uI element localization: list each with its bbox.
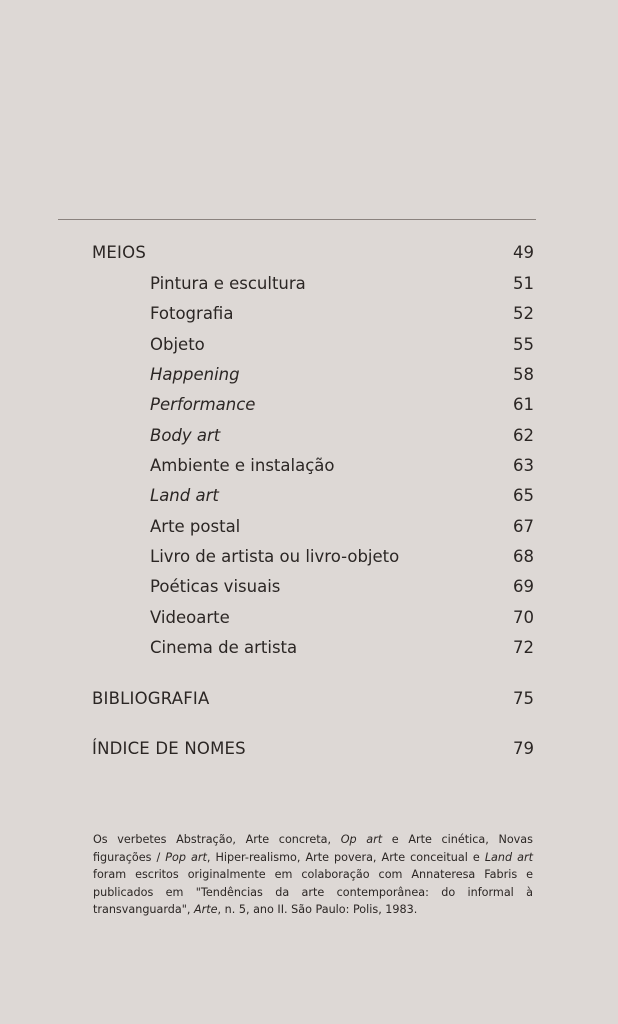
toc-entry-page: 75 [513, 689, 534, 708]
footnote-text: Os verbetes Abstração, Arte concreta, [93, 833, 341, 846]
footnote-text: e Arte cinética, Novas figurações / [93, 833, 533, 864]
toc-entry-title: ÍNDICE DE NOMES [92, 739, 246, 758]
toc-entry-page: 55 [513, 335, 534, 354]
toc-entry [0, 636, 618, 660]
toc-entry [0, 454, 618, 478]
toc-entry [0, 515, 618, 539]
toc-entry-page: 62 [513, 426, 534, 445]
footnote-italic-text: Land art [484, 850, 533, 864]
toc-entry-title: Land art [150, 486, 219, 505]
toc-entry-page: 51 [513, 274, 534, 293]
toc-entry [0, 737, 618, 761]
top-rule [58, 219, 536, 220]
toc-entry-page: 49 [513, 243, 534, 262]
toc-entry-page: 61 [513, 395, 534, 414]
toc-entry-title: Cinema de artista [150, 638, 298, 657]
toc-entry [0, 687, 618, 711]
toc-entry-page: 69 [513, 577, 534, 596]
toc-entry [0, 575, 618, 599]
toc-entry-page: 65 [513, 486, 534, 505]
footnote-italic-text: Pop art [165, 850, 207, 864]
toc-entry [0, 393, 618, 417]
footnote-italic-text: Arte [194, 903, 218, 916]
toc-entry [0, 545, 618, 569]
toc-entry-page: 79 [513, 739, 534, 758]
toc-entry-title: Happening [150, 365, 240, 384]
toc-entry-title: Poéticas visuais [150, 577, 281, 596]
toc-entry-title: Fotografia [150, 304, 234, 323]
toc-entry-page: 58 [513, 365, 534, 384]
toc-entry-title: Objeto [150, 335, 205, 354]
footnote [93, 831, 533, 919]
toc-entry [0, 606, 618, 630]
toc-entry-title: Arte postal [150, 517, 241, 536]
toc-entry-title: Videoarte [150, 608, 230, 627]
toc-entry-title: Livro de artista ou livro-objeto [150, 547, 400, 566]
toc-entry [0, 302, 618, 326]
toc-entry [0, 424, 618, 448]
toc-entry-title: Pintura e escultura [150, 274, 306, 293]
footnote-text: , n. 5, ano II. São Paulo: Polis, 1983. [217, 903, 418, 916]
footnote-text: , Hiper-realismo, Arte povera, Arte conceitual e [206, 850, 485, 864]
toc-entry-page: 72 [513, 638, 534, 657]
toc-entry-page: 70 [513, 608, 534, 627]
toc-entry [0, 333, 618, 357]
toc-entry-title: Body art [150, 426, 221, 445]
toc-entry [0, 363, 618, 387]
toc-entry-title: Performance [150, 395, 256, 414]
toc-entry-page: 52 [513, 304, 534, 323]
footnote-text: foram escritos originalmente em colaboração com Annateresa Fabris e publicados em "Tendências da arte contemporânea: do informal à transvanguarda", [93, 868, 533, 916]
toc-entry [0, 272, 618, 296]
footnote-italic-text: Op art [340, 833, 383, 846]
toc-entry-title: MEIOS [92, 243, 146, 262]
toc-entry [0, 484, 618, 508]
toc-entry-title: BIBLIOGRAFIA [92, 689, 210, 708]
toc-entry-page: 68 [513, 547, 534, 566]
toc-entry-title: Ambiente e instalação [150, 456, 335, 475]
toc-entry-page: 63 [513, 456, 534, 475]
toc-entry [0, 241, 618, 265]
toc-entry-page: 67 [513, 517, 534, 536]
